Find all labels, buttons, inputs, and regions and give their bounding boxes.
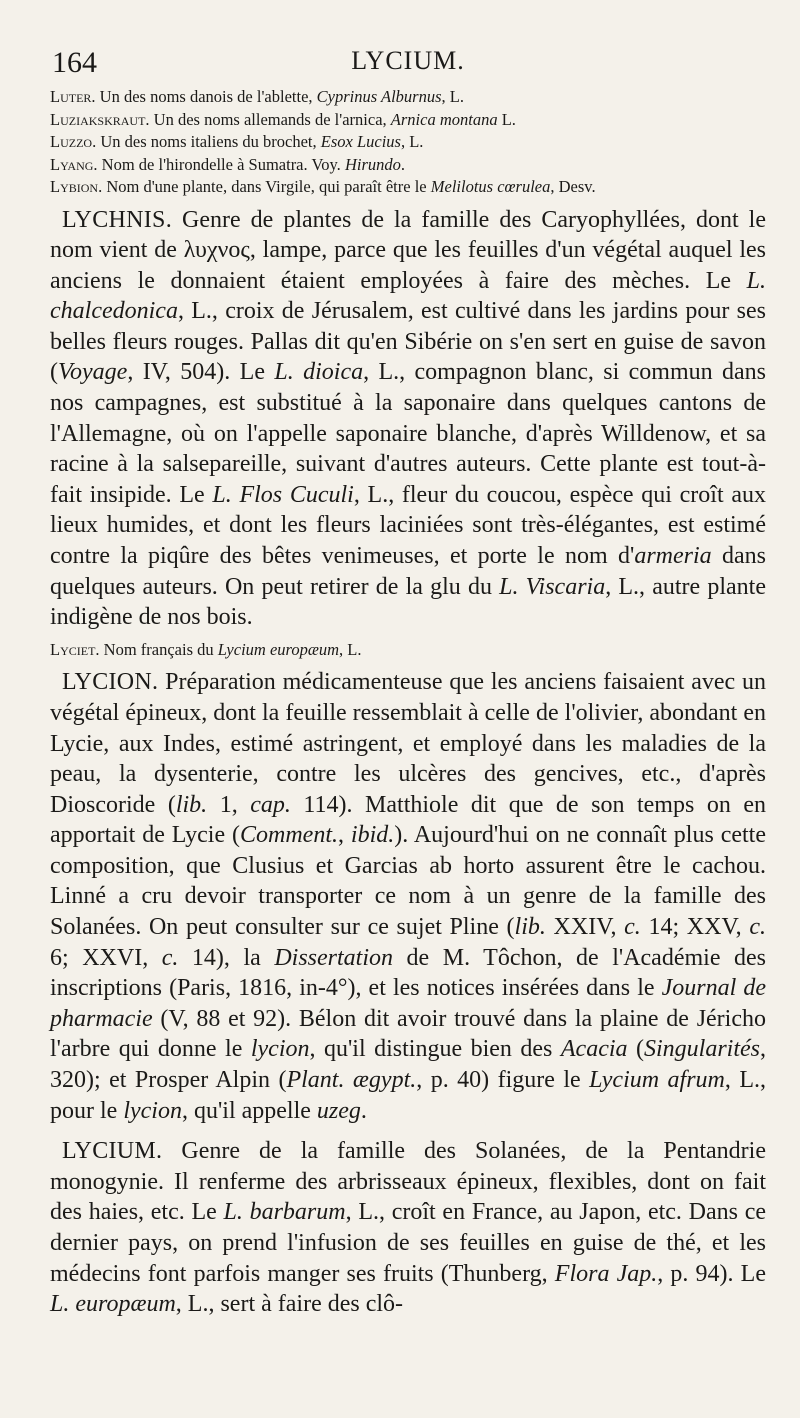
entry-lybion: Lybion. Nom d'une plante, dans Virgile, qui paraît être le Melilotus cœrulea, Desv.	[50, 177, 596, 196]
entry-head: Luziakskraut.	[50, 109, 150, 129]
running-title: LYCIUM.	[351, 46, 465, 75]
entry-head: Luzzo.	[50, 132, 97, 151]
entry-lemma: LYCHNIS.	[62, 206, 173, 233]
entry-head: Lybion.	[50, 177, 103, 196]
page-number: 164	[52, 46, 97, 79]
entry-lycium: LYCIUM. Genre de la famille des Solanées, de la Pentandrie monogynie. Il renferme des arbrisseaux épineux, flexibles, dont on fait des haies, etc. Le L. barbarum, L., croît en France, au Japon, etc. Dans ce dernier pays, on prend l'infusion de ses feuilles en guise de thé, et les médecins font parfois manger ses fruits (Thunberg, Flora Jap., p. 94). Le L. europæum, L., sert à faire des clô-	[50, 1138, 767, 1318]
entry-lyang: Lyang. Nom de l'hirondelle à Sumatra. Voy. Hirundo.	[50, 154, 405, 174]
entry-luzzo: Luzzo. Un des noms italiens du brochet, Esox Lucius, L.	[50, 132, 424, 151]
entry-luziakskraut: Luziakskraut. Un des noms allemands de l'arnica, Arnica montana L.	[50, 109, 516, 129]
entry-lycion: LYCION. Préparation médicamenteuse que les anciens faisaient avec un végétal épineux, dont la feuille ressemblait à celle de l'olivier, abondant en Lycie, aux Indes, estimé astringent, et employé dans les maladies de la peau, la dysenterie, contre les ulcères des gencives, etc., d'après Dioscoride (lib. 1, cap. 114). Matthiole dit que de son temps on en apportait de Lycie (Comment., ibid.). Aujourd'hui on ne connaît plus cette composition, que Clusius et Garcias ab horto assurent être le cachou. Linné a cru devoir transporter ce nom à un genre de la famille des Solanées. On peut consulter sur ce sujet Pline (lib. XXIV, c. 14; XXV, c. 6; XXVI, c. 14), la Dissertation de M. Tôchon, de l'Académie des inscriptions (Paris, 1816, in-4°), et les notices insérées dans le Journal de pharmacie (V, 88 et 92). Bélon dit avoir trouvé dans la plaine de Jéricho l'arbre qui donne le lycion, qu'il distingue bien des Acacia (Singularités, 320); et Prosper Alpin (Plant. ægypt., p. 40) figure le Lycium afrum, L., pour le lycion, qu'il appelle uzeg.	[50, 669, 767, 1124]
short-entries	[50, 86, 766, 199]
entry-lyciet: Lyciet. Nom français du Lycium europæum, L.	[50, 639, 362, 659]
entry-head: Lyang.	[50, 154, 98, 174]
entry-lemma: LYCIUM.	[62, 1138, 163, 1165]
entry-head: Luter.	[50, 87, 96, 106]
entry-luter: Luter. Un des noms danois de l'ablette, Cyprinus Alburnus, L.	[50, 87, 464, 106]
entry-lychnis: LYCHNIS. Genre de plantes de la famille des Caryophyllées, dont le nom vient de λυχνος, lampe, parce que les feuilles d'un végétal auquel les anciens le donnaient étaient employées à faire des mèches. Le L. chalcedonica, L., croix de Jérusalem, est cultivé dans les jardins pour ses belles fleurs rouges. Pallas dit qu'en Sibérie on s'en sert en guise de savon (Voyage, IV, 504). Le L. dioica, L., compagnon blanc, si commun dans nos campagnes, est substitué à la saponaire dans quelques cantons de l'Allemagne, où on l'appelle saponaire blanche, d'après Willdenow, et sa racine à la salsepareille, suivant d'autres auteurs. Cette plante est tout-à-fait insipide. Le L. Flos Cuculi, L., fleur du coucou, espèce qui croît aux lieux humides, et dont les fleurs laciniées sont très-élégantes, est estimé contre la piqûre des bêtes venimeuses, et porte le nom d'armeria dans quelques auteurs. On peut retirer de la glu du L. Viscaria, L., autre plante indigène de nos bois.	[50, 206, 766, 631]
entry-lemma: LYCION.	[62, 669, 159, 696]
page-header	[50, 0, 766, 79]
entry-head: Lyciet.	[50, 639, 100, 659]
